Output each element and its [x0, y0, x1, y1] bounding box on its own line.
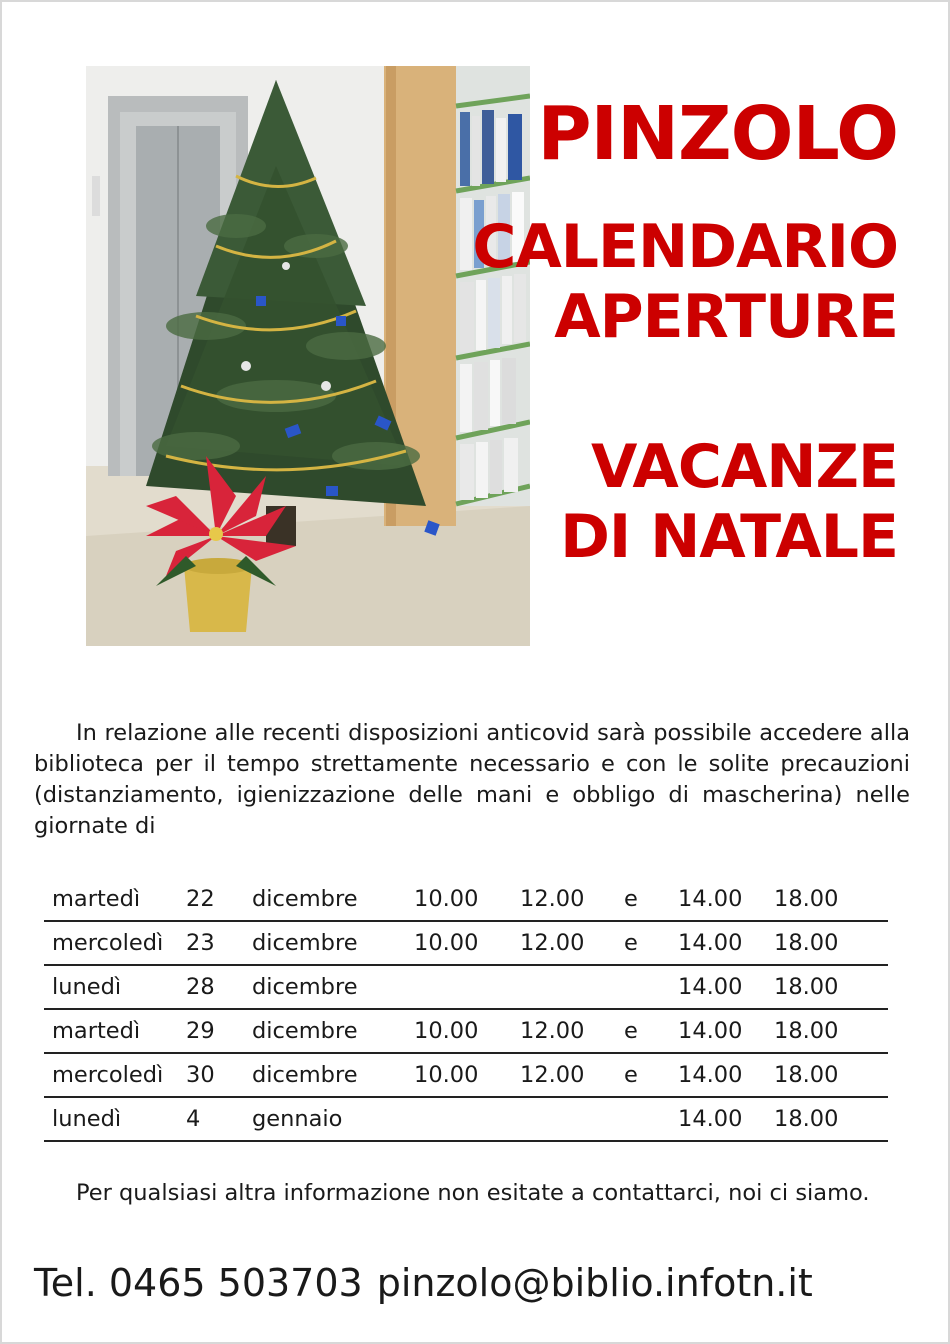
cell-am-open: [406, 1097, 512, 1141]
title-holiday-line1: VACANZE: [591, 432, 898, 502]
cell-and: e: [624, 1018, 638, 1044]
cell-am-close: 12.00: [520, 1018, 585, 1044]
cell-month: gennaio: [252, 1106, 343, 1132]
table-row: [44, 921, 888, 965]
cell-am-open: 10.00: [414, 1062, 479, 1088]
cell-date: 23: [186, 930, 215, 956]
cell-pm-close: 18.00: [774, 974, 839, 1000]
table-row: [44, 1009, 888, 1053]
cell-and: e: [624, 886, 638, 912]
cell-am-close: [512, 965, 616, 1009]
cell-pm-close: 18.00: [774, 930, 839, 956]
contact-line: [34, 1258, 813, 1308]
title-holiday-line2: DI NATALE: [560, 502, 898, 572]
contact-phone: Tel. 0465 503703: [34, 1261, 363, 1305]
cell-pm-open: 14.00: [678, 930, 743, 956]
cell-date: 29: [186, 1018, 215, 1044]
cell-pm-close: 18.00: [774, 1018, 839, 1044]
title-place: PINZOLO: [537, 91, 898, 177]
schedule-table: [44, 878, 888, 1142]
cell-am-open: 10.00: [414, 886, 479, 912]
cell-day: martedì: [52, 1018, 141, 1044]
cell-date: 4: [186, 1106, 201, 1132]
cell-pm-close: 18.00: [774, 886, 839, 912]
cell-pm-open: 14.00: [678, 1106, 743, 1132]
title-calendar: [472, 212, 898, 352]
christmas-tree-photo: [86, 66, 530, 646]
cell-month: dicembre: [252, 1018, 358, 1044]
contact-email[interactable]: pinzolo@biblio.infotn.it: [376, 1261, 813, 1305]
cell-and: e: [624, 930, 638, 956]
cell-pm-open: 14.00: [678, 1062, 743, 1088]
cell-day: martedì: [52, 886, 141, 912]
table-row: [44, 1097, 888, 1141]
cell-pm-close: 18.00: [774, 1106, 839, 1132]
closing-paragraph: Per qualsiasi altra informazione non esitate a contattarci, noi ci siamo.: [76, 1180, 870, 1206]
title-holiday: [560, 432, 898, 572]
cell-date: 30: [186, 1062, 215, 1088]
cell-date: 22: [186, 886, 215, 912]
cell-am-open: 10.00: [414, 1018, 479, 1044]
cell-day: mercoledì: [52, 1062, 164, 1088]
cell-day: lunedì: [52, 974, 122, 1000]
title-calendar-line2: APERTURE: [554, 282, 898, 352]
cell-am-open: [406, 965, 512, 1009]
cell-am-close: 12.00: [520, 930, 585, 956]
cell-pm-close: 18.00: [774, 1062, 839, 1088]
cell-date: 28: [186, 974, 215, 1000]
cell-am-close: 12.00: [520, 886, 585, 912]
cell-month: dicembre: [252, 886, 358, 912]
table-row: [44, 965, 888, 1009]
cell-pm-open: 14.00: [678, 1018, 743, 1044]
cell-am-close: 12.00: [520, 1062, 585, 1088]
title-calendar-line1: CALENDARIO: [472, 212, 898, 282]
intro-paragraph: In relazione alle recenti disposizioni anticovid sarà possibile accedere alla biblioteca per il tempo strettamente necessario e con le solite precauzioni (distanziamento, igienizzazione delle mani e obbligo di mascherina) nelle giornate di: [34, 720, 910, 839]
cell-am-close: [512, 1097, 616, 1141]
table-row: [44, 878, 888, 921]
cell-and: [616, 1097, 670, 1141]
cell-month: dicembre: [252, 930, 358, 956]
cell-and: [616, 965, 670, 1009]
cell-day: lunedì: [52, 1106, 122, 1132]
cell-am-open: 10.00: [414, 930, 479, 956]
table-row: [44, 1053, 888, 1097]
cell-pm-open: 14.00: [678, 974, 743, 1000]
cell-month: dicembre: [252, 1062, 358, 1088]
cell-pm-open: 14.00: [678, 886, 743, 912]
cell-and: e: [624, 1062, 638, 1088]
cell-month: dicembre: [252, 974, 358, 1000]
cell-day: mercoledì: [52, 930, 164, 956]
